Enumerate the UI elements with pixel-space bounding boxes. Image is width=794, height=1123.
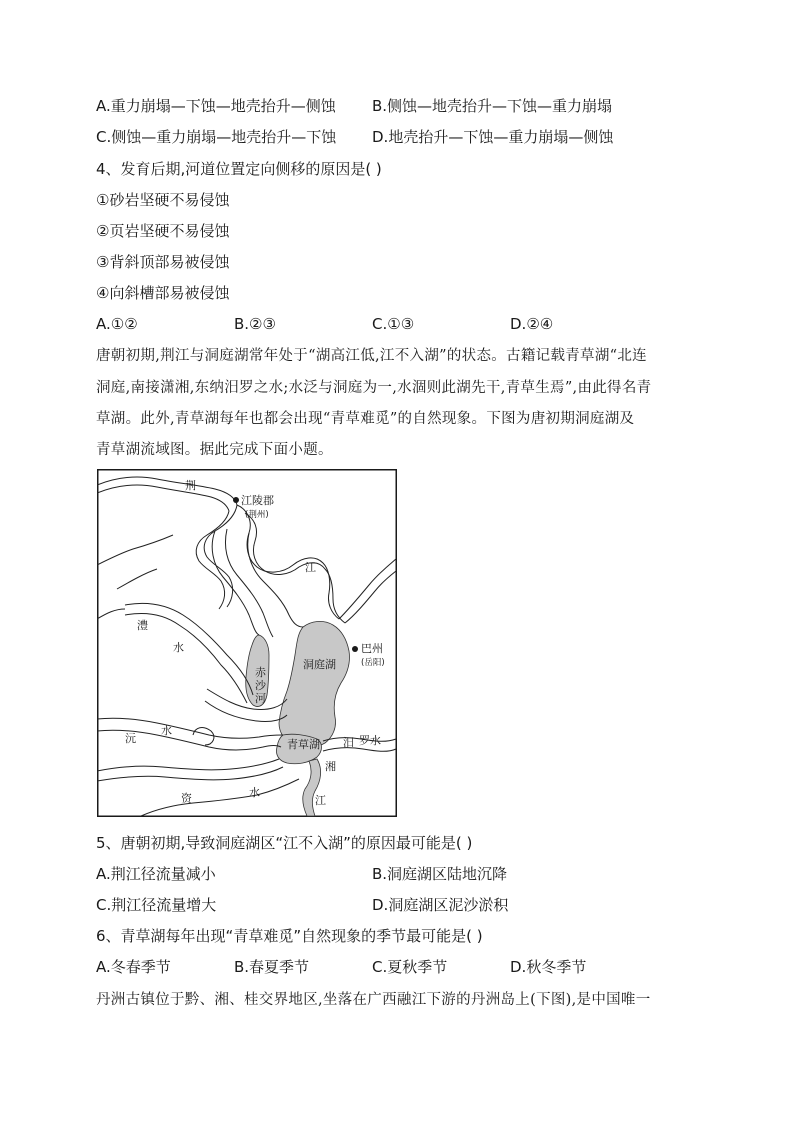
- q4-item-1: ①砂岩坚硬不易侵蚀: [96, 191, 230, 209]
- label-dongtinghu: 洞庭湖: [303, 658, 336, 671]
- q6-option-d: D.秋冬季节: [510, 958, 587, 976]
- q3-option-a: A.重力崩塌—下蚀—地壳抬升—侧蚀: [96, 97, 336, 115]
- label-chi: 赤: [255, 666, 266, 679]
- label-xiang: 湘: [325, 760, 336, 773]
- q4-option-d: D.②④: [510, 315, 554, 333]
- q4-item-4: ④向斜槽部易被侵蚀: [96, 284, 230, 302]
- passage1-line-2: 洞庭,南接潇湘,东纳汨罗之水;水泛与洞庭为一,水涸则此湖先干,青草生焉”,由此得名青: [96, 380, 652, 396]
- label-jiang-upper: 江: [305, 561, 316, 574]
- q5-stem: 5、唐朝初期,导致洞庭湖区“江不入湖”的原因最可能是( ): [96, 834, 473, 852]
- label-yueyang: (岳阳): [361, 658, 385, 668]
- q4-option-a: A.①②: [96, 315, 138, 333]
- q6-option-a: A.冬春季节: [96, 958, 171, 976]
- label-shui-zi: 水: [249, 786, 260, 799]
- label-li: 澧: [137, 619, 148, 632]
- q5-option-c: C.荆江径流量增大: [96, 896, 217, 914]
- dongting-qingcao-map: [97, 469, 397, 817]
- label-luoshui: 罗水: [359, 734, 381, 747]
- label-zi: 资: [181, 792, 192, 805]
- label-qingcaohu: 青草湖: [287, 738, 320, 751]
- label-sha: 沙: [255, 679, 266, 692]
- label-mi: 汨: [343, 736, 354, 749]
- map-frame: [98, 470, 397, 817]
- q4-option-c: C.①③: [372, 315, 415, 333]
- q3-option-c: C.侧蚀—重力崩塌—地壳抬升—下蚀: [96, 128, 337, 146]
- q4-stem: 4、发育后期,河道位置定向侧移的原因是( ): [96, 160, 382, 178]
- label-jiangling: 江陵郡: [241, 494, 274, 507]
- label-jiang-lower: 江: [315, 794, 326, 807]
- label-shui-li: 水: [173, 641, 184, 654]
- q4-option-b: B.②③: [234, 315, 276, 333]
- label-he: 河: [255, 692, 266, 705]
- label-jingzhou: (荆州): [245, 510, 269, 520]
- q6-stem: 6、青草湖每年出现“青草难觅”自然现象的季节最可能是( ): [96, 927, 483, 945]
- passage2-line-1: 丹洲古镇位于黔、湘、桂交界地区,坐落在广西融江下游的丹洲岛上(下图),是中国唯一: [96, 992, 651, 1008]
- label-bazhou: 巴州: [361, 642, 383, 655]
- q3-option-b: B.侧蚀—地壳抬升—下蚀—重力崩塌: [372, 97, 613, 115]
- passage1-line-3: 草湖。此外,青草湖每年也都会出现“青草难觅”的自然现象。下图为唐初期洞庭湖及: [96, 411, 635, 427]
- q5-option-b: B.洞庭湖区陆地沉降: [372, 865, 508, 883]
- bazhou-city-dot: [352, 646, 358, 652]
- q6-option-c: C.夏秋季节: [372, 958, 448, 976]
- q5-option-d: D.洞庭湖区泥沙淤积: [372, 896, 509, 914]
- label-shui-yuan: 水: [161, 724, 172, 737]
- jiangling-city-dot: [233, 497, 239, 503]
- q3-option-d: D.地壳抬升—下蚀—重力崩塌—侧蚀: [372, 128, 614, 146]
- label-yuan: 沅: [125, 732, 136, 745]
- q4-item-3: ③背斜顶部易被侵蚀: [96, 253, 230, 271]
- passage1-line-1: 唐朝初期,荆江与洞庭湖常年处于“湖高江低,江不入湖”的状态。古籍记载青草湖“北连: [96, 348, 647, 364]
- label-jing: 荆: [185, 479, 196, 492]
- q4-item-2: ②页岩坚硬不易侵蚀: [96, 222, 230, 240]
- q5-option-a: A.荆江径流量减小: [96, 865, 216, 883]
- q6-option-b: B.春夏季节: [234, 958, 310, 976]
- passage1-line-4: 青草湖流域图。据此完成下面小题。: [96, 442, 333, 458]
